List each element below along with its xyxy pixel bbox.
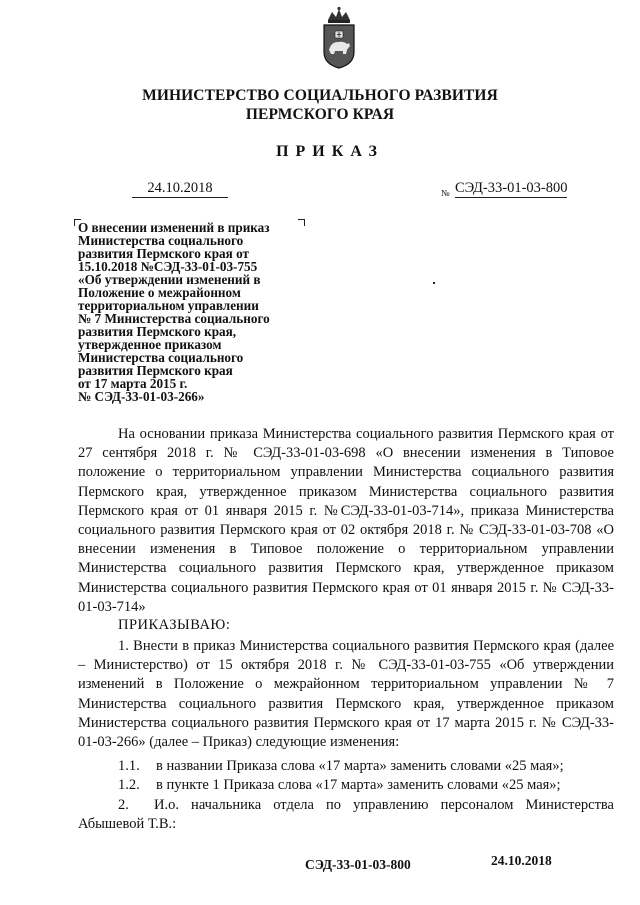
footer-number: СЭД-33-01-03-800 (305, 857, 411, 872)
subject-line: утвержденное приказом (78, 337, 222, 352)
subitem-1-1 (118, 757, 618, 776)
ministry-name-line2: ПЕРМСКОГО КРАЯ (245, 106, 395, 123)
footer-date: 24.10.2018 (491, 853, 552, 868)
document-type: ПРИКАЗ (276, 143, 384, 160)
preamble-paragraph: На основании приказа Министерства социального развития Пермского края от 27 сентября 2018 г. № СЭД-33-01-03-698 «О внесении изменения в Типовое положение о территориальном управлении Министерства социального развития Пермского края, утвержденное приказом Министерства социального развития Пермского края от 01 января 2015 г. №СЭД-33-01-03-714», приказа Министерства социального развития Пермского края от 02 октября 2018 г. № СЭД-33-01-03-708 «О внесении изменения в Типовое положение о территориальном управлении Министерства социального развития Пермского края, утвержденное приказом Министерства социального развития Пермского края от 01 января 2015 г. № СЭД-33-01-03-714» (78, 426, 614, 615)
perm-krai-coat-of-arms-icon (318, 6, 360, 70)
ministry-name-line1: МИНИСТЕРСТВО СОЦИАЛЬНОГО РАЗВИТИЯ (142, 87, 498, 104)
subject-line: Министерства социального (78, 233, 244, 248)
subject-line: развития Пермского края от (78, 246, 249, 261)
subitem-number: 1.2. (118, 777, 140, 793)
ministry-name (0, 86, 640, 124)
subject-line: развития Пермского края (78, 363, 233, 378)
subject-line: № СЭД-33-01-03-266» (78, 389, 205, 404)
order-date: 24.10.2018 (132, 180, 228, 198)
number-label: № (441, 188, 450, 198)
subject-line: Министерства социального (78, 350, 244, 365)
subitem-text: в пункте 1 Приказа слова «17 марта» заменить словами «25 мая»; (156, 777, 561, 793)
subitem-text: в названии Приказа слова «17 марта» заменить словами «25 мая»; (156, 758, 564, 774)
order-word: ПРИКАЗЫВАЮ: (118, 617, 231, 633)
point-1-paragraph: 1. Внести в приказ Министерства социального развития Пермского края (далее – Министерство) от 15 октября 2018 г. № СЭД-33-01-03-755 «Об утверждении изменений в Положение о межрайонном территориальном управлении № 7 Министерства социального развития Пермского края, утвержденное приказом Министерства социального развития Пермского края от 17 марта 2015 г. № СЭД-33-01-03-266» (далее – Приказ) следующие изменения: (78, 638, 614, 751)
subject-line: территориальном управлении (78, 298, 259, 313)
subitem-1-2 (118, 776, 618, 795)
stray-dot (433, 282, 435, 284)
order-subject (78, 221, 318, 403)
subject-line: 15.10.2018 №СЭД-33-01-03-755 (78, 259, 258, 274)
subject-line: № 7 Министерства социального (78, 311, 270, 326)
subject-line: Положение о межрайонном (78, 285, 241, 300)
subject-line: О внесении изменений в приказ (78, 220, 270, 235)
subitem-number: 1.1. (118, 758, 140, 774)
subject-line: «Об утверждении изменений в (78, 272, 261, 287)
subject-line: от 17 марта 2015 г. (78, 376, 188, 391)
order-number: СЭД-33-01-03-800 (455, 180, 568, 196)
point-2-paragraph: И.о. начальника отдела по управлению персоналом Министерства Абышевой Т.В.: (78, 797, 614, 833)
subject-line: развития Пермского края, (78, 324, 237, 339)
point-2-number: 2. (118, 797, 129, 813)
